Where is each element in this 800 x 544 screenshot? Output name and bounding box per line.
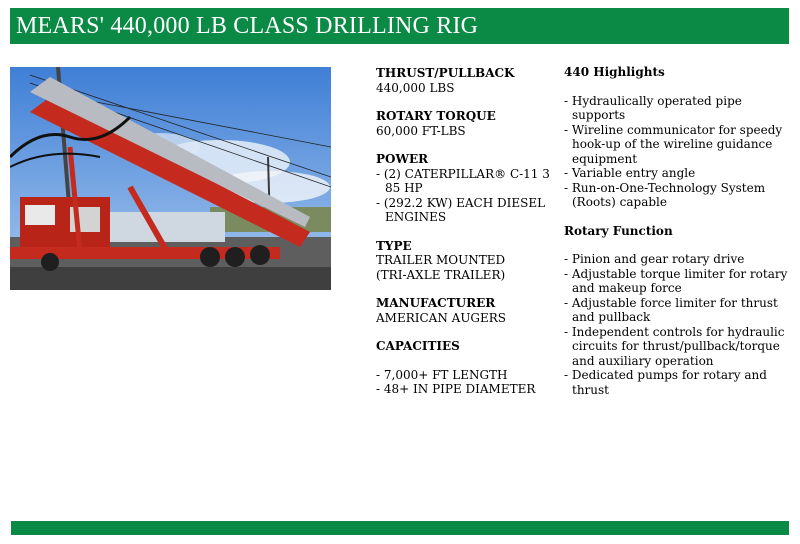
spec-value: 440,000 LBS [376,80,455,95]
spec-value: TRAILER MOUNTED [376,253,506,267]
list-item: - Variable entry angle [564,166,696,180]
footer-bar [11,521,789,535]
rotary-title: Rotary Function [564,223,673,238]
highlights-column [564,65,792,397]
list-item: - Wireline communicator for speedy hook-up of the wireline guidance equipment [564,122,783,166]
spec-value: 60,000 FT-LBS [376,123,466,138]
spec-capacities [376,339,556,397]
spec-thrust [376,66,556,95]
spec-label: THRUST/PULLBACK [376,66,515,80]
spacer [376,354,556,368]
list-item: - Run-on-One-Technology System (Roots) capable [564,180,766,209]
highlights-list [564,94,792,210]
spec-type [376,239,556,283]
list-item: - Independent controls for hydraulic circuits for thrust/pullback/torque and auxiliary operation [564,324,785,368]
spec-label: POWER [376,152,429,166]
highlights-title: 440 Highlights [564,65,665,79]
spec-value: - (292.2 KW) EACH DIESEL ENGINES [376,195,546,224]
spec-value: - 48+ IN PIPE DIAMETER [376,382,536,396]
spec-manufacturer [376,296,556,325]
spec-value: - 7,000+ FT LENGTH [376,367,508,382]
spacer [564,210,792,224]
spec-label: MANUFACTURER [376,296,496,310]
spec-value: AMERICAN AUGERS [376,310,507,325]
list-item: - Adjustable torque limiter for rotary and makeup force [564,266,788,295]
spec-torque [376,109,556,138]
list-item: - Pinion and gear rotary drive [564,252,745,266]
spec-value: (TRI-AXLE TRAILER) [376,267,506,282]
list-item: - Dedicated pumps for rotary and thrust [564,368,767,397]
list-item: - Adjustable force limiter for thrust and pullback [564,295,778,324]
list-item: - Hydraulically operated pipe supports [564,93,742,122]
drilling-rig-photo [10,67,331,290]
spec-label: CAPACITIES [376,339,460,353]
header-bar [10,8,789,44]
rotary-list [564,252,792,397]
spec-label: TYPE [376,238,412,253]
spec-value: - (2) CATERPILLAR® C-11 3 85 HP [376,166,550,195]
spec-label: ROTARY TORQUE [376,109,496,123]
spec-power [376,152,556,225]
specs-column [376,66,556,411]
page-title: MEARS' 440,000 LB CLASS DRILLING RIG [16,13,479,39]
